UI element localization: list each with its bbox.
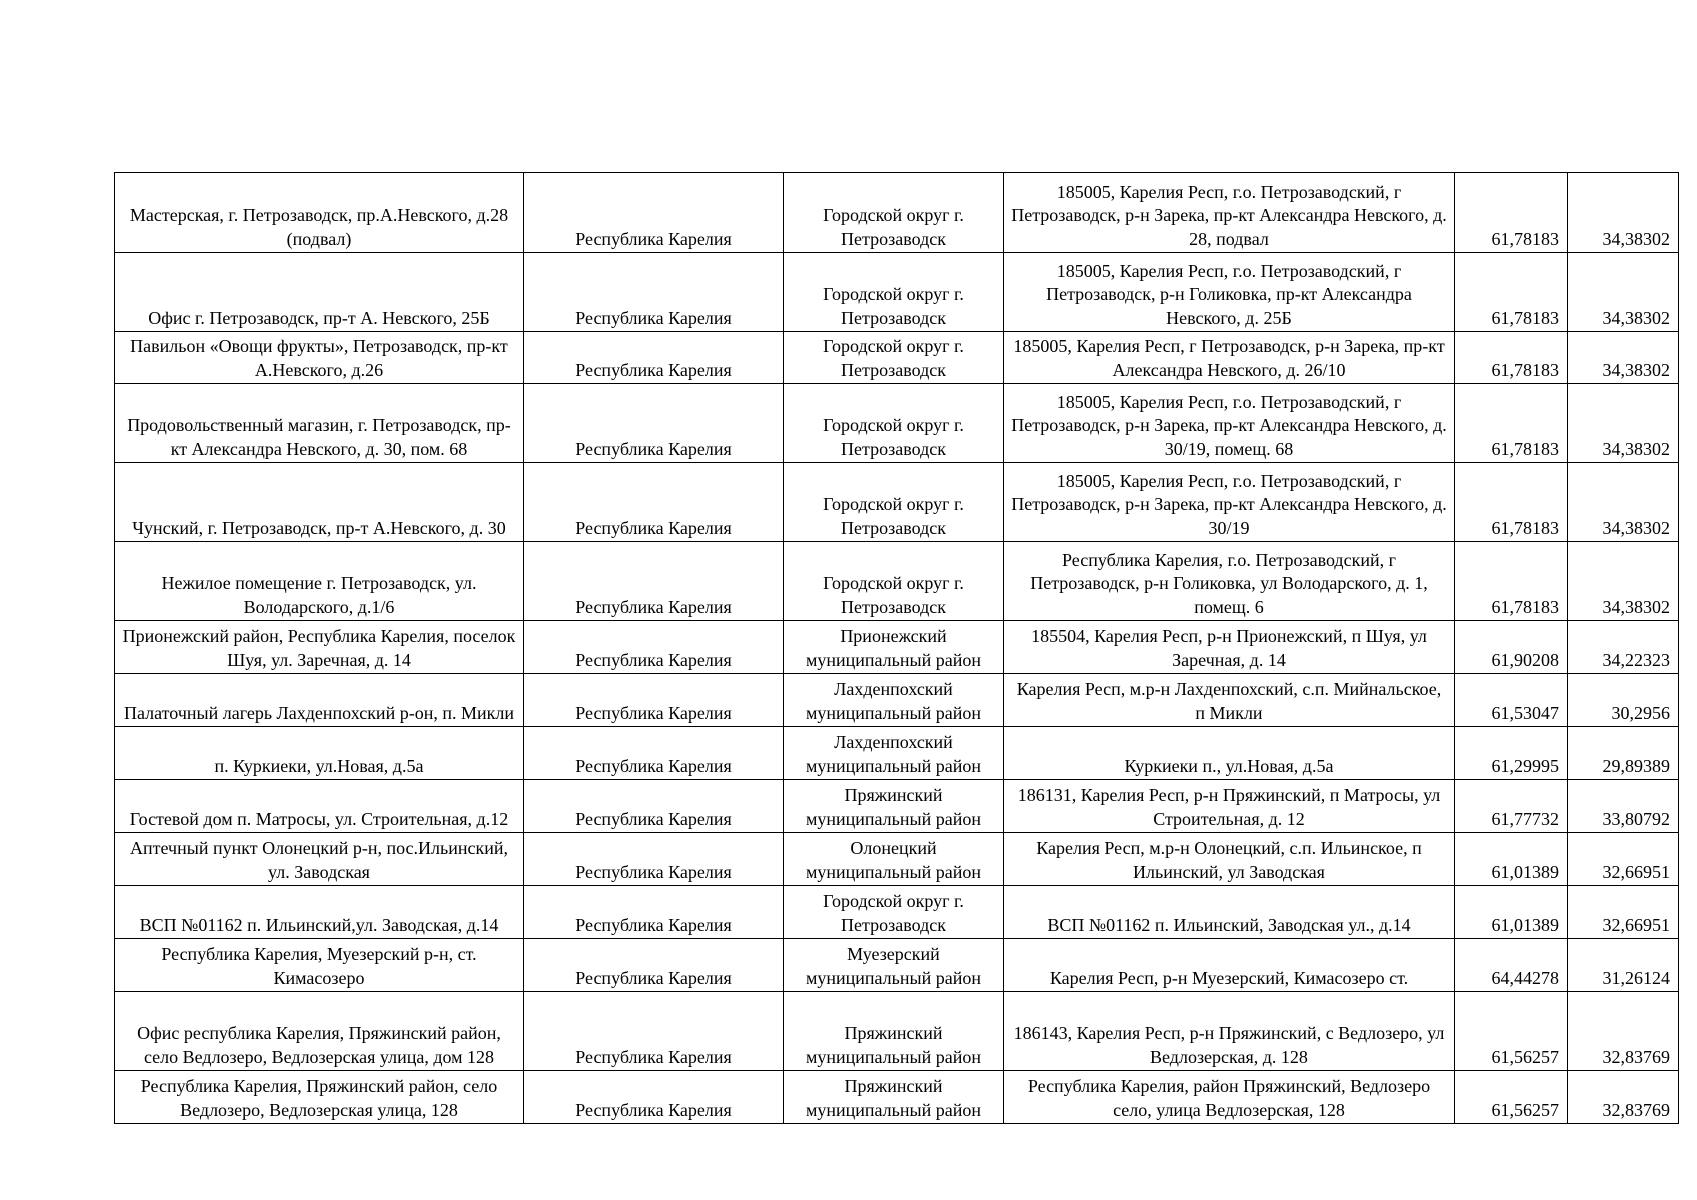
region-cell: Республика Карелия	[524, 384, 784, 463]
latitude-cell: 61,78183	[1455, 542, 1568, 621]
latitude-cell: 61,78183	[1455, 253, 1568, 332]
region-cell: Республика Карелия	[524, 939, 784, 992]
district-cell: Лахденпохский муниципальный район	[784, 727, 1004, 780]
object-name-cell: Офис г. Петрозаводск, пр-т А. Невского, 25Б	[115, 253, 524, 332]
address-cell: Республика Карелия, район Пряжинский, Ведлозеро село, улица Ведлозерская, 128	[1004, 1071, 1455, 1124]
latitude-cell: 61,78183	[1455, 384, 1568, 463]
latitude-cell: 61,77732	[1455, 780, 1568, 833]
table-row	[115, 1071, 1679, 1124]
address-cell: Карелия Респ, р-н Муезерский, Кимасозеро ст.	[1004, 939, 1455, 992]
district-cell: Городской округ г. Петрозаводск	[784, 332, 1004, 384]
address-cell: 185005, Карелия Респ, г.о. Петрозаводский, г Петрозаводск, р-н Зарека, пр-кт Александра Невского, д. 30/19, помещ. 68	[1004, 384, 1455, 463]
latitude-cell: 61,29995	[1455, 727, 1568, 780]
latitude-cell: 61,01389	[1455, 833, 1568, 886]
region-cell: Республика Карелия	[524, 463, 784, 542]
latitude-cell: 61,78183	[1455, 173, 1568, 253]
region-cell: Республика Карелия	[524, 833, 784, 886]
table-row	[115, 727, 1679, 780]
latitude-cell: 61,78183	[1455, 332, 1568, 384]
longitude-cell: 34,22323	[1568, 621, 1679, 674]
address-cell: 185005, Карелия Респ, г Петрозаводск, р-н Зарека, пр-кт Александра Невского, д. 26/10	[1004, 332, 1455, 384]
table-row	[115, 621, 1679, 674]
region-cell: Республика Карелия	[524, 727, 784, 780]
table-row	[115, 332, 1679, 384]
region-cell: Республика Карелия	[524, 542, 784, 621]
address-cell: Карелия Респ, м.р-н Лахденпохский, с.п. Мийнальское, п Микли	[1004, 674, 1455, 727]
latitude-cell: 64,44278	[1455, 939, 1568, 992]
district-cell: Городской округ г. Петрозаводск	[784, 542, 1004, 621]
longitude-cell: 34,38302	[1568, 542, 1679, 621]
object-name-cell: Мастерская, г. Петрозаводск, пр.А.Невского, д.28 (подвал)	[115, 173, 524, 253]
object-name-cell: Нежилое помещение г. Петрозаводск, ул. Володарского, д.1/6	[115, 542, 524, 621]
region-cell: Республика Карелия	[524, 886, 784, 939]
object-name-cell: Республика Карелия, Муезерский р-н, ст. Кимасозеро	[115, 939, 524, 992]
district-cell: Городской округ г. Петрозаводск	[784, 173, 1004, 253]
object-name-cell: Чунский, г. Петрозаводск, пр-т А.Невского, д. 30	[115, 463, 524, 542]
latitude-cell: 61,90208	[1455, 621, 1568, 674]
object-name-cell: Прионежский район, Республика Карелия, поселок Шуя, ул. Заречная, д. 14	[115, 621, 524, 674]
object-name-cell: Республика Карелия, Пряжинский район, село Ведлозеро, Ведлозерская улица, 128	[115, 1071, 524, 1124]
object-name-cell: Офис республика Карелия, Пряжинский район, село Ведлозеро, Ведлозерская улица, дом 128	[115, 992, 524, 1071]
district-cell: Пряжинский муниципальный район	[784, 1071, 1004, 1124]
region-cell: Республика Карелия	[524, 332, 784, 384]
longitude-cell: 34,38302	[1568, 173, 1679, 253]
object-name-cell: Аптечный пункт Олонецкий р-н, пос.Ильинский, ул. Заводская	[115, 833, 524, 886]
object-name-cell: Продовольственный магазин, г. Петрозаводск, пр-кт Александра Невского, д. 30, пом. 68	[115, 384, 524, 463]
table-row	[115, 542, 1679, 621]
address-cell: Куркиеки п., ул.Новая, д.5а	[1004, 727, 1455, 780]
latitude-cell: 61,78183	[1455, 463, 1568, 542]
longitude-cell: 30,2956	[1568, 674, 1679, 727]
longitude-cell: 31,26124	[1568, 939, 1679, 992]
table-row	[115, 463, 1679, 542]
table-row	[115, 384, 1679, 463]
district-cell: Пряжинский муниципальный район	[784, 992, 1004, 1071]
district-cell: Городской округ г. Петрозаводск	[784, 886, 1004, 939]
longitude-cell: 34,38302	[1568, 463, 1679, 542]
longitude-cell: 32,66951	[1568, 886, 1679, 939]
longitude-cell: 29,89389	[1568, 727, 1679, 780]
table-row	[115, 253, 1679, 332]
region-cell: Республика Карелия	[524, 780, 784, 833]
address-cell: 185005, Карелия Респ, г.о. Петрозаводский, г Петрозаводск, р-н Голиковка, пр-кт Александра Невского, д. 25Б	[1004, 253, 1455, 332]
latitude-cell: 61,56257	[1455, 1071, 1568, 1124]
object-name-cell: Гостевой дом п. Матросы, ул. Строительная, д.12	[115, 780, 524, 833]
object-name-cell: Павильон «Овощи фрукты», Петрозаводск, пр-кт А.Невского, д.26	[115, 332, 524, 384]
district-cell: Пряжинский муниципальный район	[784, 780, 1004, 833]
longitude-cell: 32,83769	[1568, 992, 1679, 1071]
district-cell: Прионежский муниципальный район	[784, 621, 1004, 674]
address-cell: 185005, Карелия Респ, г.о. Петрозаводский, г Петрозаводск, р-н Зарека, пр-кт Александра Невского, д. 30/19	[1004, 463, 1455, 542]
address-cell: 185504, Карелия Респ, р-н Прионежский, п Шуя, ул Заречная, д. 14	[1004, 621, 1455, 674]
address-cell: 186131, Карелия Респ, р-н Пряжинский, п Матросы, ул Строительная, д. 12	[1004, 780, 1455, 833]
latitude-cell: 61,56257	[1455, 992, 1568, 1071]
table-row	[115, 674, 1679, 727]
object-name-cell: Палаточный лагерь Лахденпохский р-он, п. Микли	[115, 674, 524, 727]
object-name-cell: ВСП №01162 п. Ильинский,ул. Заводская, д.14	[115, 886, 524, 939]
longitude-cell: 34,38302	[1568, 253, 1679, 332]
district-cell: Лахденпохский муниципальный район	[784, 674, 1004, 727]
address-cell: Республика Карелия, г.о. Петрозаводский, г Петрозаводск, р-н Голиковка, ул Володарского, д. 1, помещ. 6	[1004, 542, 1455, 621]
address-cell: Карелия Респ, м.р-н Олонецкий, с.п. Ильинское, п Ильинский, ул Заводская	[1004, 833, 1455, 886]
district-cell: Городской округ г. Петрозаводск	[784, 384, 1004, 463]
object-name-cell: п. Куркиеки, ул.Новая, д.5а	[115, 727, 524, 780]
longitude-cell: 33,80792	[1568, 780, 1679, 833]
region-cell: Республика Карелия	[524, 173, 784, 253]
district-cell: Олонецкий муниципальный район	[784, 833, 1004, 886]
latitude-cell: 61,01389	[1455, 886, 1568, 939]
region-cell: Республика Карелия	[524, 992, 784, 1071]
longitude-cell: 32,83769	[1568, 1071, 1679, 1124]
district-cell: Городской округ г. Петрозаводск	[784, 463, 1004, 542]
latitude-cell: 61,53047	[1455, 674, 1568, 727]
table-row	[115, 992, 1679, 1071]
region-cell: Республика Карелия	[524, 674, 784, 727]
address-cell: ВСП №01162 п. Ильинский, Заводская ул., д.14	[1004, 886, 1455, 939]
region-cell: Республика Карелия	[524, 621, 784, 674]
table-row	[115, 173, 1679, 253]
table-row	[115, 939, 1679, 992]
table-row	[115, 886, 1679, 939]
district-cell: Городской округ г. Петрозаводск	[784, 253, 1004, 332]
region-cell: Республика Карелия	[524, 1071, 784, 1124]
longitude-cell: 34,38302	[1568, 332, 1679, 384]
address-cell: 185005, Карелия Респ, г.о. Петрозаводский, г Петрозаводск, р-н Зарека, пр-кт Александра Невского, д. 28, подвал	[1004, 173, 1455, 253]
address-cell: 186143, Карелия Респ, р-н Пряжинский, с Ведлозеро, ул Ведлозерская, д. 128	[1004, 992, 1455, 1071]
district-cell: Муезерский муниципальный район	[784, 939, 1004, 992]
locations-table	[114, 172, 1679, 1124]
table-row	[115, 780, 1679, 833]
longitude-cell: 32,66951	[1568, 833, 1679, 886]
table-row	[115, 833, 1679, 886]
region-cell: Республика Карелия	[524, 253, 784, 332]
longitude-cell: 34,38302	[1568, 384, 1679, 463]
